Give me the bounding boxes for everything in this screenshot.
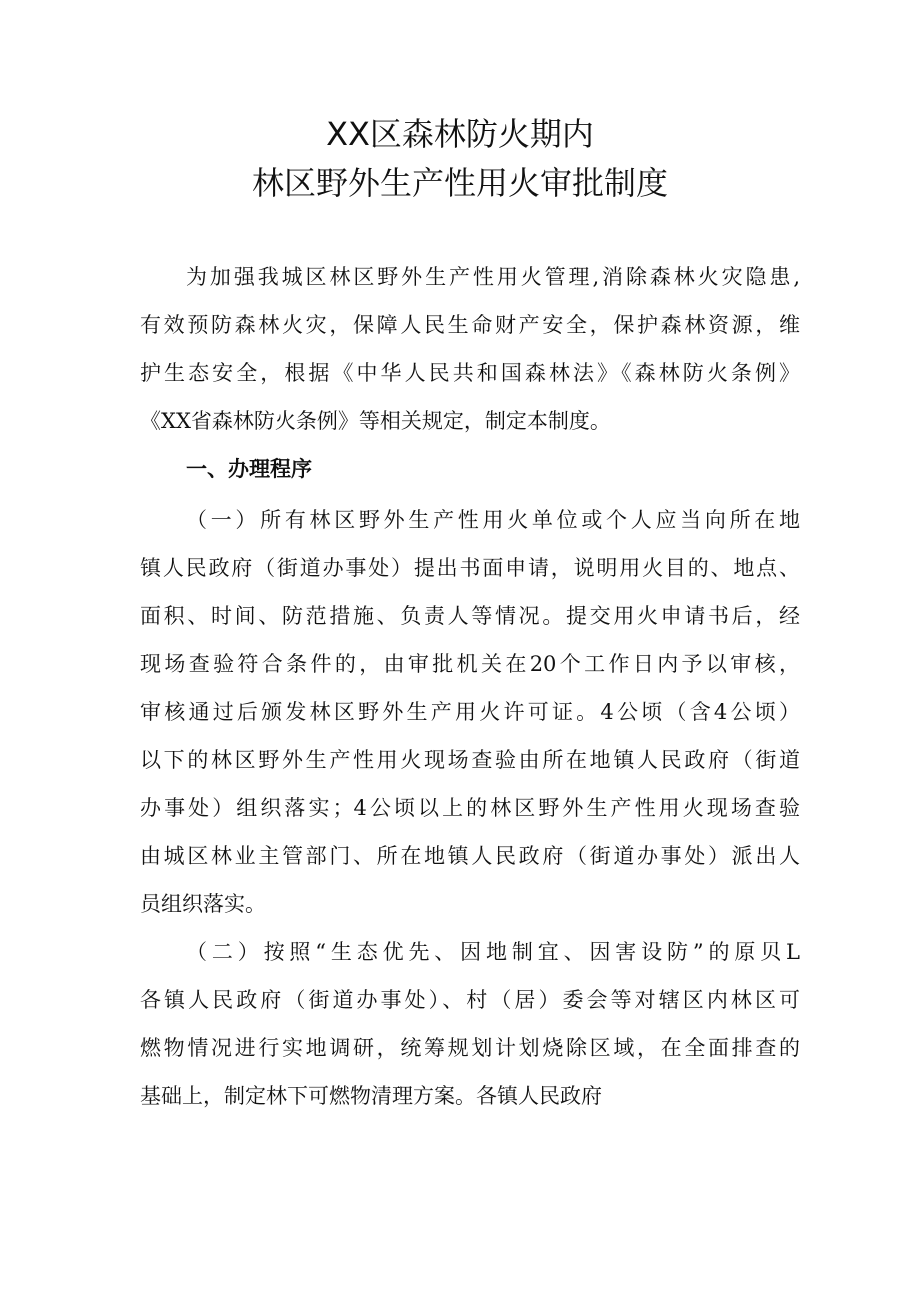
- intro-paragraph-line: 有效预防森林火灾，保障人民生命财产安全，保护森林资源，维: [140, 313, 800, 337]
- document-title-line-1: XX区森林防火期内: [326, 115, 594, 153]
- section-heading: 一、办理程序: [186, 457, 312, 481]
- item-1-line: （一）所有林区野外生产性用火单位或个人应当向所在地: [186, 508, 800, 532]
- item-1-line: 办事处）组织落实；4公顷以上的林区野外生产性用火现场查验: [140, 796, 800, 820]
- item-1-line: 现场查验符合条件的，由审批机关在20个工作日内予以审核，: [140, 652, 800, 676]
- intro-paragraph-line: 《XX省森林防火条例》等相关规定，制定本制度。: [140, 409, 611, 433]
- document-title-line-2: 林区野外生产性用火审批制度: [251, 164, 668, 202]
- item-1-line: 由城区林业主管部门、所在地镇人民政府（街道办事处）派出人: [140, 844, 800, 868]
- item-1-line: 审核通过后颁发林区野外生产用火许可证。4公顷（含4公顷）: [140, 700, 800, 724]
- intro-paragraph-line: 为加强我城区林区野外生产性用火管理,消除森林火灾隐患,: [186, 265, 800, 289]
- item-2-line: 各镇人民政府（街道办事处）、村（居）委会等对辖区内林区可: [140, 988, 800, 1012]
- item-1-line: 以下的林区野外生产性用火现场查验由所在地镇人民政府（街道: [140, 748, 800, 772]
- item-1-line: 面积、时间、防范措施、负责人等情况。提交用火申请书后，经: [140, 604, 800, 628]
- item-2-line: 燃物情况进行实地调研，统筹规划计划烧除区域，在全面排查的: [140, 1036, 800, 1060]
- item-2-line: 基础上，制定林下可燃物清理方案。各镇人民政府: [140, 1084, 602, 1108]
- item-2-line: （二）按照“生态优先、因地制宜、因害设防”的原贝L: [186, 940, 800, 964]
- item-1-line: 员组织落实。: [140, 892, 266, 916]
- intro-paragraph-line: 护生态安全，根据《中华人民共和国森林法》《森林防火条例》: [140, 361, 800, 385]
- item-1-line: 镇人民政府（街道办事处）提出书面申请，说明用火目的、地点、: [140, 556, 800, 580]
